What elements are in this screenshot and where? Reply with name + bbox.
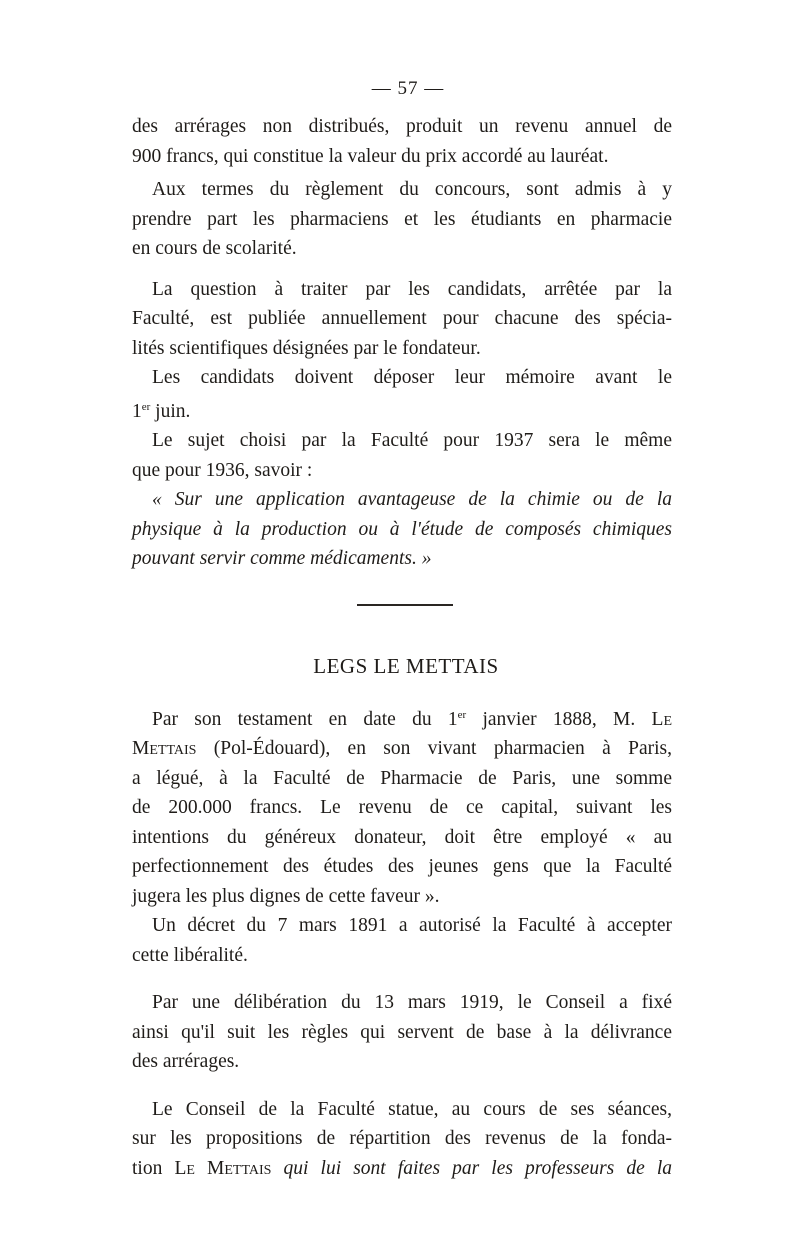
text-line [132, 393, 672, 427]
text-line: des arrérages non distribués, produit un revenu annuel de [132, 116, 672, 137]
quotation [132, 485, 672, 574]
text-line: que pour 1936, savoir : [132, 459, 313, 481]
text-line: de 200.000 francs. Le revenu de ce capital, suivant les [132, 797, 672, 818]
text-line: Le Conseil de la Faculté statue, au cours de ses séances, [152, 1098, 672, 1120]
text-line: en cours de scolarité. [132, 238, 297, 259]
text-line: La question à traiter par les candidats, arrêtée par la [152, 278, 672, 300]
section-divider [357, 604, 453, 606]
text-line: Faculté, est publiée annuellement pour chacune des spécia- [132, 308, 672, 329]
paragraph-decree [132, 911, 672, 970]
text-line: pouvant servir comme médicaments. » [132, 548, 432, 569]
text-line: Aux termes du règlement du concours, sont admis à y [152, 179, 672, 200]
text-line [132, 701, 672, 735]
text-fragment: tion [132, 1157, 175, 1179]
name-le: Le [651, 708, 672, 730]
text-line: jugera les plus dignes de cette faveur ». [132, 885, 440, 907]
text-line: 900 francs, qui constitue la valeur du prix accordé au lauréat. [132, 145, 609, 167]
text-line: prendre part les pharmaciens et les étudiants en pharmacie [132, 208, 672, 230]
text-line: physique à la production ou à l'étude de composés chimiques [132, 518, 672, 540]
date-day: 1 [132, 400, 142, 422]
text-fragment-italic: qui lui sont faites par les professeurs de la [271, 1157, 673, 1179]
paragraph-council [132, 1095, 672, 1184]
paragraph-eligibility [132, 175, 672, 264]
text-line: cette libéralité. [132, 944, 248, 966]
paragraph-legs [132, 701, 672, 912]
text-fragment: Par son testament en date du 1 [152, 708, 458, 730]
name-mettais: Mettais [207, 1157, 272, 1179]
text-line: ainsi qu'il suit les règles qui servent de base à la délivrance [132, 1021, 672, 1043]
name-mettais: Mettais [132, 738, 197, 759]
text-line: a légué, à la Faculté de Pharmacie de Paris, une somme [132, 767, 672, 789]
text-line: Un décret du 7 mars 1891 a autorisé la Faculté à accepter [152, 915, 672, 936]
text-line: Par une délibération du 13 mars 1919, le Conseil a fixé [152, 992, 672, 1013]
ordinal-suffix: er [141, 400, 151, 413]
paragraph-subject [132, 426, 672, 485]
text-fragment: janvier 1888, M. [466, 708, 652, 730]
section-title: LEGS LE METTAIS [313, 653, 499, 678]
paragraph-deadline [132, 363, 672, 426]
text-line: Le sujet choisi par la Faculté pour 1937 sera le même [152, 430, 672, 451]
text-line: lités scientifiques désignées par le fondateur. [132, 337, 481, 359]
page-number: — 57 — [371, 78, 445, 99]
ordinal-suffix: er [457, 708, 467, 721]
name-le: Le [174, 1157, 195, 1179]
paragraph-question [132, 275, 672, 364]
text-fragment: (Pol-Édouard), en son vivant pharmacien à Paris, [196, 738, 672, 759]
date-rest: juin. [150, 400, 191, 422]
text-line: perfectionnement des études des jeunes gens que la Faculté [132, 856, 672, 877]
text-line: intentions du généreux donateur, doit être employé « au [132, 826, 672, 848]
text-line [132, 1154, 672, 1184]
paragraph-deliberation [132, 988, 672, 1077]
text-line: « Sur une application avantageuse de la chimie ou de la [152, 489, 672, 510]
text-line [132, 734, 672, 764]
paragraph-prize-value [132, 112, 672, 171]
text-line: Les candidats doivent déposer leur mémoire avant le [152, 367, 672, 388]
text-line: sur les propositions de répartition des revenus de la fonda- [132, 1128, 672, 1149]
text-line: des arrérages. [132, 1051, 240, 1072]
document-page [132, 78, 672, 1183]
